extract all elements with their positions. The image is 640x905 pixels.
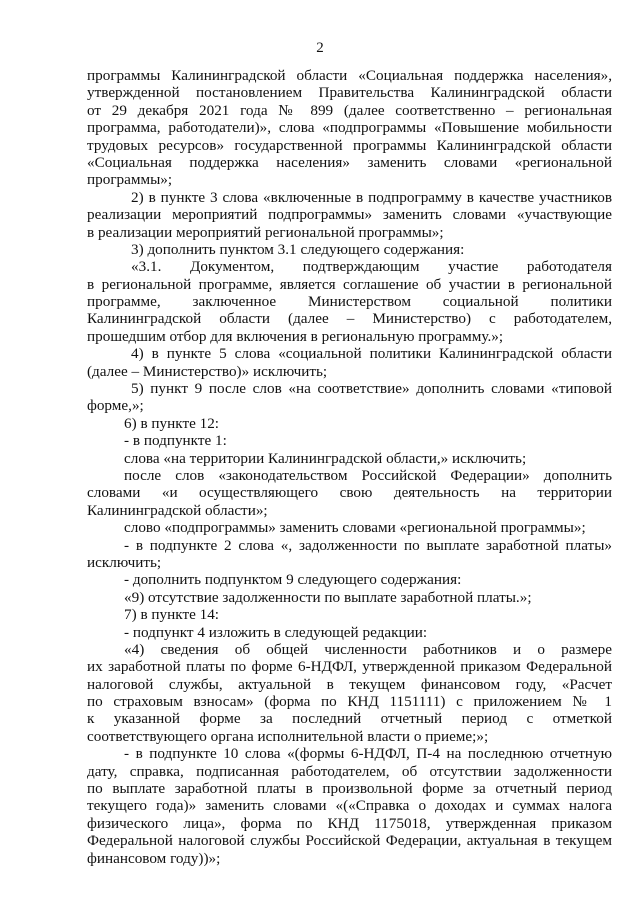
text-line: физического лица», форма по КНД 1175018, утвержденная приказом [87,814,612,832]
text-line: по выплате заработной платы в произвольной форме за отчетный период [87,780,612,798]
text-line: форме,»; [87,397,144,415]
text-line: налоговой службы, актуальной в текущем финансовом году, «Расчет [87,675,612,693]
text-line: реализации мероприятий подпрограммы» заменить словами «участвующие [87,206,612,224]
text-line: - в подпункте 10 слова «(формы 6-НДФЛ, П-4 на последнюю отчетную [124,745,612,763]
text-line: по страховым взносам» (форма по КНД 1151111) с приложением № 1 [87,693,612,711]
text-line: - в подпункте 1: [124,432,227,450]
text-line: «Социальная поддержка населения» заменить словами «региональной [87,153,612,171]
text-line: «3.1. Документом, подтверждающим участие работодателя [131,258,612,276]
text-line: дату, справка, подписанная работодателем, об отсутствии задолженности [87,762,612,780]
text-line: исключить; [87,553,162,571]
text-line: словами «и осуществляющего свою деятельность на территории [87,484,612,502]
text-line: программе, заключенное Министерством социальной политики [87,293,612,311]
text-line: программы»; [87,171,173,189]
text-line: трудовых ресурсов» государственной программы Калининградской области [87,136,612,154]
text-line: слова «на территории Калининградской области,» исключить; [124,449,527,467]
text-line: - подпункт 4 изложить в следующей редакции: [124,623,428,641]
text-line: соответствующего органа исполнительной власти о приеме;»; [87,727,489,745]
text-line: Федеральной налоговой службы Российской Федерации, актуальная в текущем [87,832,612,850]
text-line: программа, работодатели)», слова «подпрограммы «Повышение мобильности [87,119,612,137]
text-line: (далее – Министерство)» исключить; [87,362,328,380]
text-line: 7) в пункте 14: [124,606,220,624]
text-line: слово «подпрограммы» заменить словами «региональной программы»; [124,519,586,537]
text-line: в реализации мероприятий региональной программы»; [87,223,444,241]
text-line: - дополнить подпунктом 9 следующего содержания: [124,571,462,589]
text-line: финансовом году))»; [87,849,221,867]
text-line: 2) в пункте 3 слова «включенные в подпрограмму в качестве участников [131,188,612,206]
text-line: 6) в пункте 12: [124,414,220,432]
text-line: «9) отсутствие задолженности по выплате заработной платы.»; [124,588,532,606]
text-line: их заработной платы по форме 6-НДФЛ, утвержденной приказом Федеральной [87,658,612,676]
text-line: программы Калининградской области «Социальная поддержка населения», [87,67,612,84]
text-line: - в подпункте 2 слова «, задолженности по выплате заработной платы» [124,536,612,554]
text-line: в региональной программе, является соглашение об участии в региональной [87,275,612,293]
text-line: текущего года)» заменить словами «(«Справка о доходах и суммах налога [87,797,612,815]
text-line: Калининградской области»; [87,501,268,519]
text-line: «4) сведения об общей численности работников и о размере [124,640,612,658]
text-line: 5) пункт 9 после слов «на соответствие» дополнить словами «типовой [131,380,612,398]
text-line: к указанной форме за последний отчетный период с отметкой [87,710,612,728]
text-line: после слов «законодательством Российской Федерации» дополнить [124,466,612,484]
document-body [87,67,612,867]
text-line: 3) дополнить пунктом 3.1 следующего содержания: [131,240,465,258]
text-line: от 29 декабря 2021 года № 899 (далее соответственно – региональная [87,101,612,119]
text-line: утвержденной постановлением Правительства Калининградской области [87,84,612,102]
text-line: прошедшим отбор для включения в региональную программу.»; [87,327,504,345]
text-line: 4) в пункте 5 слова «социальной политики Калининградской области [131,345,612,363]
text-line: Калининградской области (далее – Министерство) с работодателем, [87,310,612,328]
page-number: 2 [316,40,324,56]
